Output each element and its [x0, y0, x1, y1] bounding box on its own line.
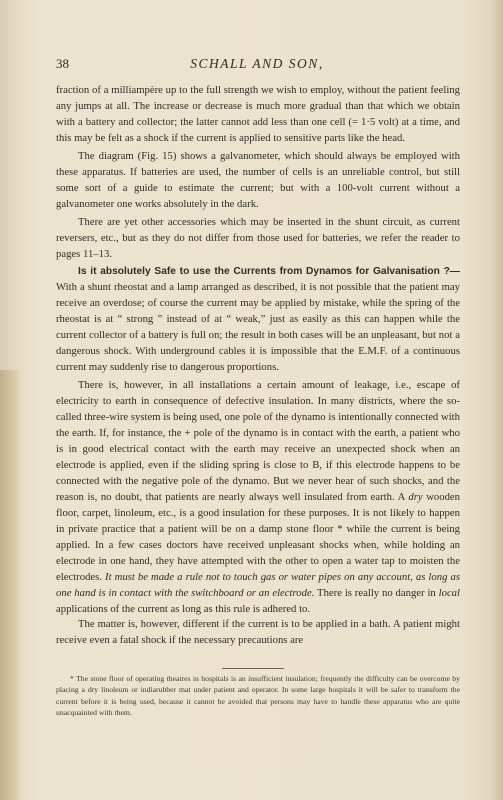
paragraph-5-rule: It must be made a rule not to touch gas or water pipes on any account, as long as one hand is in contact with the switchboard or an electrode. [56, 570, 460, 599]
page-number: 38 [56, 56, 69, 71]
paragraph-5 [56, 378, 460, 617]
running-head: SCHALL AND SON, [190, 56, 324, 71]
footnote-rule [222, 668, 284, 669]
paragraph-4-body: With a shunt rheostat and a lamp arranged as described, it is not possible that the patient may receive an overdose; of course the current may be applied by mistake, while the spring of the rheostat is at “ strong ” instead of at “ weak,” just as easily as this can happen while the current collector of a battery is full on; the result in both cases will be an unpleasant, but not a dangerous shock. With underground cables it is impossible that the E.M.F. of a continuous current may suddenly rise to dangerous proportions. [56, 281, 460, 374]
paragraph-1: fraction of a milliampère up to the full strength we wish to employ, without the patient feeling any jumps at all. The increase or decrease is much more gradual than that which we obtain with a battery and collector; the latter cannot add less than one cell (= 1·5 volt) at a time, and this may be felt as a shock if the current is applied to sensitive parts like the head. [56, 84, 460, 144]
page-header [56, 56, 458, 76]
paragraph-5-dry: dry [408, 490, 423, 503]
paragraph-5-part-d: applications of the current as long as this rule is adhered to. [56, 602, 311, 615]
paragraph-5-part-b: wooden floor, carpet, linoleum, etc., is a good insulation for these purposes. It is not likely to happen in private practice that a patient will be on a damp stone floor * while the current is being applied. In a few cases doctors have received unpleasant shocks when, while holding an electrode in one hand, they have attempted with the other to open a water tap to moisten the electrodes. [56, 490, 461, 583]
footnote: * The stone floor of operating theatres in hospitals is an insufficient insulation; frequently the difficulty can be overcome by placing a dry linoleum or indiarubber mat under patient and operator. In some large hospitals it will be safer to transform the current before it is being used, because it cannot be avoided that persons may have to handle these apparatus who are quite unacquainted with them. [56, 674, 460, 717]
section-heading: Is it absolutely Safe to use the Currents from Dynamos for Galvanisation ?— [78, 266, 460, 278]
page-edge-discoloration [0, 370, 22, 800]
paragraph-6: The matter is, however, different if the current is to be applied in a bath. A patient might receive even a fatal shock if the necessary precautions are [56, 618, 460, 647]
body-text [56, 83, 460, 649]
paragraph-2: The diagram (Fig. 15) shows a galvanometer, which should always be employed with these apparatus. If batteries are used, the number of cells is an unreliable control, but still some sort of a guide to estimate the current; but with a 100-volt current without a galvanometer one works absolutely in the dark. [56, 149, 460, 210]
paragraph-3: There are yet other accessories which may be inserted in the shunt circuit, as current reversers, etc., but as they do not differ from those used for batteries, we refer the reader to pages 11–13. [56, 215, 460, 260]
paragraph-5-local: local [438, 586, 460, 599]
paragraph-4 [56, 264, 460, 376]
paragraph-5-part-a: There is, however, in all installations a certain amount of leakage, i.e., escape of electricity to earth in consequence of defective insulation. In many districts, where the so-called three-wire system is being used, one pole of the dynamo is intentionally connected with the earth. If, for instance, the + pole of the dynamo is in contact with the earth, a patient who is in good electrical contact with the earth may receive an unexpected shock when an electrode is applied, even if the sliding spring is close to B, if this electrode happens to be connected with the negative pole of the dynamo. But we never hear of such shocks, and the reason is, no doubt, that patients are nearly always well insulated from earth. A [56, 379, 460, 503]
paragraph-5-part-c: There is really no danger in [317, 586, 436, 599]
